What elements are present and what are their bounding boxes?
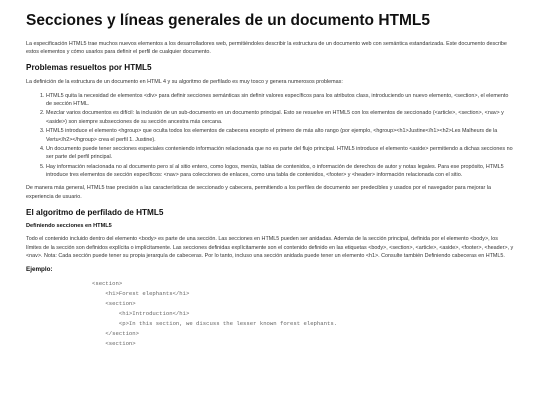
problems-intro: La definición de la estructura de un documento en HTML 4 y su algoritmo de perfilado es muy tosco y genera numerosos problemas: — [26, 79, 343, 86]
code-line: <p>In this section, we discuss the lesser known forest elephants. — [92, 320, 338, 328]
problems-list — [26, 92, 514, 180]
problems-conclusion: De manera más general, HTML5 trae precisión a las características de seccionado y cabecera, permitiendo a los perfiles de documento ser predecibles y usados por el navegador para mejorar la experiencia de usuario. — [26, 185, 492, 200]
code-line: <section> — [92, 340, 136, 348]
code-line: <section> — [92, 280, 123, 288]
intro-paragraph: La especificación HTML5 trae muchos nuevos elementos a los desarrolladores web, permitiéndoles describir la estructura de un documento web con semántica estandarizada. Este documento describe estos elementos y cómo usarlos para definir el perfil de cualquier documento. — [26, 40, 507, 55]
code-line: <section> — [92, 300, 136, 308]
code-line: </section> — [92, 330, 139, 338]
code-line: <h1>Forest elephants</h1> — [92, 290, 190, 298]
list-item: 4. Un documento puede tener secciones especiales conteniendo información relacionada que no es parte del flujo principal. HTML5 introduce el elemento <aside> permitiendo a dichas secciones no ser parte del perfil principal. — [46, 145, 514, 162]
code-example — [92, 279, 514, 349]
section-heading-algorithm: El algoritmo de perfilado de HTML5 — [26, 208, 164, 218]
algorithm-body: Todo el contenido incluido dentro del elemento <body> es parte de una sección. Las secciones en HTML5 pueden ser anidadas. Además de la sección principal, definida por el elemento <body>, los límites de la sección son definidos explícita o implícitamente. Las secciones definidas explícitamente son el contenido definido en las etiquetas <body>, <section>, <article>, <aside>, <footer>, <header>, y <nav>. Nota: Cada sección puede tener su propia jerarquía de cabeceras. Por lo tanto, incluso una sección anidada puede tener un elemento <h1>. Consulte también Definiendo cabeceras en HTML5. — [26, 236, 514, 259]
list-item: 5. Hay información relacionada no al documento pero sí al sitio entero, como logos, menús, tablas de contenidos, o información de derechos de autor y notas legales. Para ese propósito, HTML5 introduce tres elementos de sección específicos: <nav> para colecciones de enlaces, como una tabla de contenidos, <footer> y <header> información relacionada con el sitio. — [46, 163, 514, 180]
list-item: 3. HTML5 introduce el elemento <hgroup> que oculta todos los elementos de cabecera excepto el primero de más alto rango (por ejemplo, <hgroup><h1>Justine</h1><h2>Les Malheurs de la Vertu</h2></hgroup> crea el perfil 1. Justine). — [46, 127, 514, 144]
code-line: <h1>Introduction</h1> — [92, 310, 190, 318]
subsection-heading-defining-sections: Definiendo secciones en HTML5 — [26, 223, 112, 230]
list-item: 1. HTML5 quita la necesidad de elementos <div> para definir secciones semánticas sin definir valores específicos para los atributos class, introduciendo un nuevo elemento, <section>, el elemento de sección HTML. — [46, 92, 514, 109]
list-item: 2. Mezclar varios documentos es difícil: la inclusión de un sub-documento en un documento principal. Esto se resuelve en HTML5 con los elementos de seccionado (<article>, <section>, <nav> y <aside>) son siempre subsecciones de su sección ancestra más cercana. — [46, 109, 514, 126]
example-label: Ejemplo: — [26, 266, 53, 274]
page-title: Secciones y líneas generales de un documento HTML5 — [26, 12, 430, 29]
section-heading-problems: Problemas resueltos por HTML5 — [26, 63, 152, 73]
